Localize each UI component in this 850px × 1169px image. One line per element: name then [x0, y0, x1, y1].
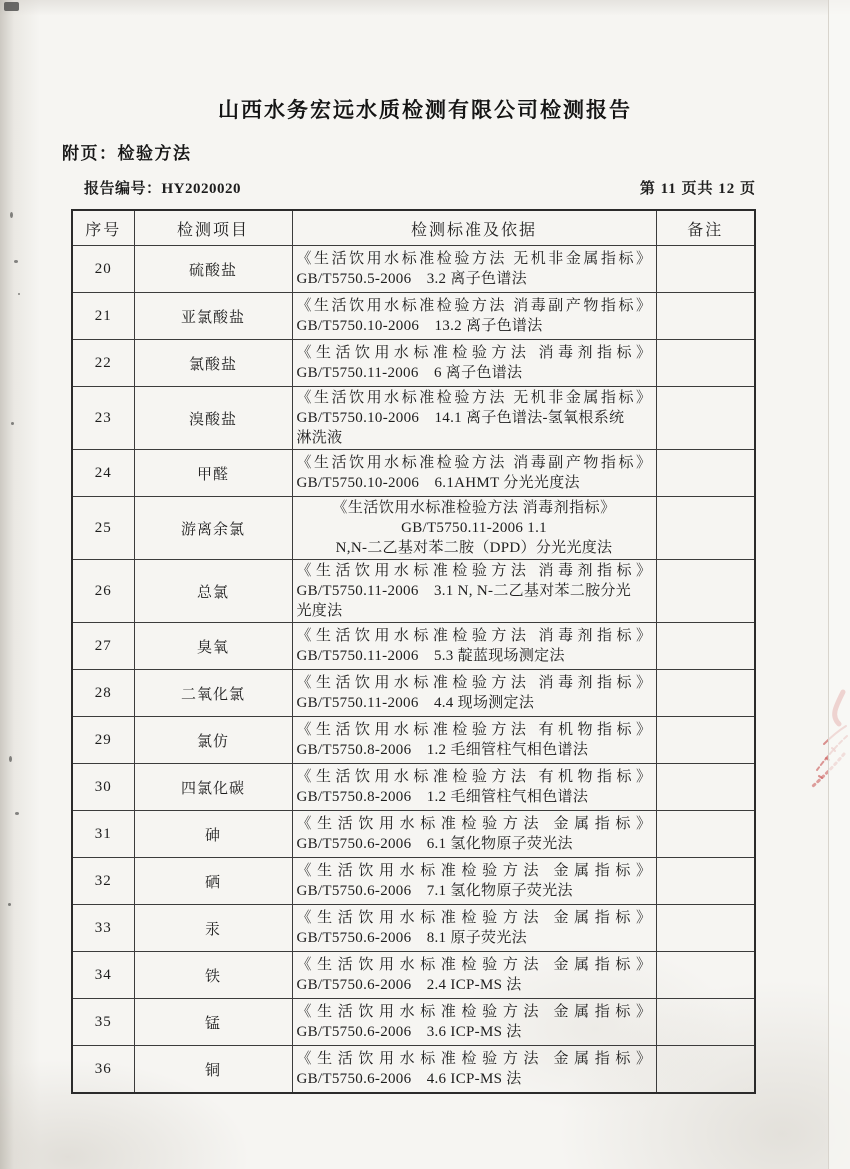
- scanner-margin: [829, 0, 850, 1169]
- item-cell: 硫酸盐: [134, 246, 292, 293]
- item-cell: 铁: [134, 952, 292, 999]
- report-number: 报告编号：HY2020020: [84, 181, 242, 197]
- remark-cell: [656, 497, 755, 560]
- column-header-seq: 序号: [72, 210, 134, 246]
- item-cell: 锰: [134, 999, 292, 1046]
- standard-title-line: 《生活饮用水标准检验方法 金属指标》: [296, 957, 652, 973]
- remark-cell: [656, 999, 755, 1046]
- standard-method-line: GB/T5750.6-2006 8.1 原子荧光法: [296, 930, 527, 946]
- item-cell: 硒: [134, 858, 292, 905]
- standard-method-line: N,N-二乙基对苯二胺（DPD）分光光度法: [335, 540, 613, 556]
- seq-cell: 25: [72, 497, 134, 560]
- column-header-remark: 备注: [656, 210, 755, 246]
- standard-method-line: 淋洗液: [296, 430, 343, 446]
- scan-artifact: [8, 903, 11, 906]
- scan-artifact: [9, 756, 12, 762]
- item-cell: 游离余氯: [134, 497, 292, 560]
- seq-cell: 31: [72, 811, 134, 858]
- scan-artifact: [10, 212, 13, 218]
- remark-cell: [656, 340, 755, 387]
- seq-cell: 21: [72, 293, 134, 340]
- standard-title-line: 《生活饮用水标准检验方法 金属指标》: [296, 816, 652, 832]
- seq-cell: 34: [72, 952, 134, 999]
- standard-method-line: GB/T5750.8-2006 1.2 毛细管柱气相色谱法: [296, 742, 589, 758]
- standard-title-line: 《生活饮用水标准检验方法 金属指标》: [296, 1004, 652, 1020]
- standard-cell: [292, 293, 656, 340]
- table-row: [72, 450, 755, 497]
- item-cell: 二氧化氯: [134, 670, 292, 717]
- scan-artifact: [11, 422, 14, 425]
- standard-title-line: 《生活饮用水标准检验方法 消毒剂指标》: [296, 345, 652, 361]
- remark-cell: [656, 246, 755, 293]
- seq-cell: 23: [72, 387, 134, 450]
- standard-method-line: GB/T5750.6-2006 3.6 ICP-MS 法: [296, 1024, 522, 1040]
- attachment-label: 附页：检验方法: [62, 144, 192, 163]
- table-row: [72, 858, 755, 905]
- table-row: [72, 905, 755, 952]
- table-header: [72, 210, 755, 246]
- standard-cell: [292, 450, 656, 497]
- standard-title-line: 《生活饮用水标准检验方法 有机物指标》: [296, 769, 652, 785]
- remark-cell: [656, 387, 755, 450]
- table-row: [72, 999, 755, 1046]
- seq-cell: 26: [72, 560, 134, 623]
- item-cell: 溴酸盐: [134, 387, 292, 450]
- standard-method-line: GB/T5750.11-2006 6 离子色谱法: [296, 365, 523, 381]
- standard-cell: [292, 858, 656, 905]
- item-cell: 氯酸盐: [134, 340, 292, 387]
- table-row: [72, 560, 755, 623]
- standard-cell: [292, 340, 656, 387]
- standard-cell: [292, 999, 656, 1046]
- standard-method-line: GB/T5750.5-2006 3.2 离子色谱法: [296, 271, 527, 287]
- standard-title-line: 《生活饮用水标准检验方法 无机非金属指标》: [296, 390, 652, 406]
- scan-artifact: [18, 293, 20, 295]
- seq-cell: 20: [72, 246, 134, 293]
- table-row: [72, 293, 755, 340]
- remark-cell: [656, 560, 755, 623]
- table-row: [72, 340, 755, 387]
- table-row: [72, 1046, 755, 1094]
- standard-method-line: 光度法: [296, 603, 343, 619]
- standard-cell: [292, 560, 656, 623]
- scan-artifact: [4, 2, 19, 11]
- remark-cell: [656, 450, 755, 497]
- page-title: 山西水务宏远水质检测有限公司检测报告: [218, 98, 632, 122]
- table-row: [72, 717, 755, 764]
- standard-method-line: GB/T5750.8-2006 1.2 毛细管柱气相色谱法: [296, 789, 589, 805]
- standard-title-line: 《生活饮用水标准检验方法 消毒剂指标》: [296, 675, 652, 691]
- item-cell: 汞: [134, 905, 292, 952]
- standard-method-line: GB/T5750.6-2006 6.1 氢化物原子荧光法: [296, 836, 573, 852]
- standard-title-line: 《生活饮用水标准检验方法 有机物指标》: [296, 722, 652, 738]
- standard-cell: [292, 670, 656, 717]
- table-row: [72, 952, 755, 999]
- item-cell: 砷: [134, 811, 292, 858]
- column-header-standard: 检测标准及依据: [292, 210, 656, 246]
- standard-title-line: 《生活饮用水标准检验方法 金属指标》: [296, 910, 652, 926]
- seq-cell: 32: [72, 858, 134, 905]
- standard-cell: [292, 497, 656, 560]
- standard-cell: [292, 1046, 656, 1094]
- standard-cell: [292, 246, 656, 293]
- seq-cell: 27: [72, 623, 134, 670]
- standard-cell: [292, 905, 656, 952]
- standard-method-line: GB/T5750.10-2006 14.1 离子色谱法-氢氧根系统: [296, 410, 625, 426]
- remark-cell: [656, 623, 755, 670]
- seq-cell: 22: [72, 340, 134, 387]
- standard-method-line: GB/T5750.6-2006 7.1 氢化物原子荧光法: [296, 883, 573, 899]
- standard-title-line: 《生活饮用水标准检验方法 消毒副产物指标》: [296, 455, 652, 471]
- seq-cell: 36: [72, 1046, 134, 1094]
- seq-cell: 24: [72, 450, 134, 497]
- item-cell: 亚氯酸盐: [134, 293, 292, 340]
- remark-cell: [656, 293, 755, 340]
- standard-cell: [292, 811, 656, 858]
- seq-cell: 33: [72, 905, 134, 952]
- scan-artifact: [15, 812, 19, 815]
- standard-title-line: 《生活饮用水标准检验方法 消毒副产物指标》: [296, 298, 652, 314]
- page-indicator: 第 11 页共 12 页: [639, 181, 756, 197]
- table-row: [72, 497, 755, 560]
- remark-cell: [656, 717, 755, 764]
- remark-cell: [656, 670, 755, 717]
- remark-cell: [656, 952, 755, 999]
- methods-table-body: [72, 246, 755, 1094]
- methods-table: [71, 209, 756, 1094]
- remark-cell: [656, 1046, 755, 1094]
- remark-cell: [656, 811, 755, 858]
- standard-title-line: 《生活饮用水标准检验方法 无机非金属指标》: [296, 251, 652, 267]
- item-cell: 甲醛: [134, 450, 292, 497]
- standard-method-line: GB/T5750.11-2006 1.1: [401, 520, 547, 536]
- seq-cell: 29: [72, 717, 134, 764]
- standard-cell: [292, 623, 656, 670]
- standard-title-line: 《生活饮用水标准检验方法 消毒剂指标》: [332, 500, 616, 516]
- standard-method-line: GB/T5750.11-2006 5.3 靛蓝现场测定法: [296, 648, 565, 664]
- table-row: [72, 670, 755, 717]
- standard-cell: [292, 387, 656, 450]
- item-cell: 铜: [134, 1046, 292, 1094]
- standard-method-line: GB/T5750.10-2006 13.2 离子色谱法: [296, 318, 543, 334]
- item-cell: 氯仿: [134, 717, 292, 764]
- table-row: [72, 623, 755, 670]
- seq-cell: 28: [72, 670, 134, 717]
- seq-cell: 30: [72, 764, 134, 811]
- standard-method-line: GB/T5750.6-2006 4.6 ICP-MS 法: [296, 1071, 522, 1087]
- standard-method-line: GB/T5750.11-2006 3.1 N, N-二乙基对苯二胺分光: [296, 583, 632, 599]
- table-row: [72, 387, 755, 450]
- remark-cell: [656, 905, 755, 952]
- item-cell: 总氯: [134, 560, 292, 623]
- standard-title-line: 《生活饮用水标准检验方法 金属指标》: [296, 1051, 652, 1067]
- standard-title-line: 《生活饮用水标准检验方法 消毒剂指标》: [296, 628, 652, 644]
- standard-cell: [292, 717, 656, 764]
- column-header-item: 检测项目: [134, 210, 292, 246]
- standard-method-line: GB/T5750.6-2006 2.4 ICP-MS 法: [296, 977, 522, 993]
- item-cell: 臭氧: [134, 623, 292, 670]
- standard-cell: [292, 764, 656, 811]
- standard-title-line: 《生活饮用水标准检验方法 消毒剂指标》: [296, 563, 652, 579]
- standard-method-line: GB/T5750.10-2006 6.1AHMT 分光光度法: [296, 475, 580, 491]
- standard-title-line: 《生活饮用水标准检验方法 金属指标》: [296, 863, 652, 879]
- remark-cell: [656, 858, 755, 905]
- scan-artifact: [14, 260, 18, 263]
- item-cell: 四氯化碳: [134, 764, 292, 811]
- table-row: [72, 764, 755, 811]
- table-row: [72, 246, 755, 293]
- remark-cell: [656, 764, 755, 811]
- table-row: [72, 811, 755, 858]
- seq-cell: 35: [72, 999, 134, 1046]
- table-header-row: [72, 210, 755, 246]
- standard-cell: [292, 952, 656, 999]
- standard-method-line: GB/T5750.11-2006 4.4 现场测定法: [296, 695, 535, 711]
